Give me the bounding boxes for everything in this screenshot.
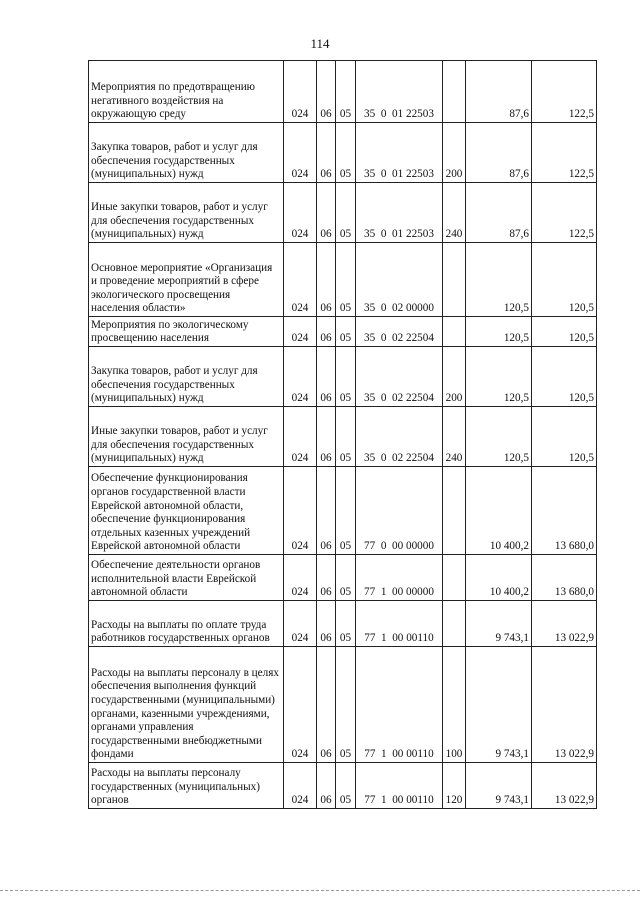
sum-year-2: 13 022,9 (532, 763, 597, 809)
page-number: 114 (310, 36, 330, 51)
sum-year-1: 120,5 (466, 407, 532, 467)
row-name: Закупка товаров, работ и услуг для обеспечения государственных (муниципальных) нужд (89, 347, 284, 407)
subprogram-code: 0 (380, 228, 387, 241)
section-code: 06 (317, 555, 336, 601)
subprogram-code: 0 (380, 452, 387, 465)
sum-year-2: 120,5 (532, 407, 597, 467)
expense-type-code (443, 317, 466, 347)
table-row (89, 123, 597, 183)
target-article-code (356, 123, 443, 183)
sum-year-1: 9 743,1 (466, 763, 532, 809)
section-code: 06 (317, 467, 336, 555)
program-code: 77 (364, 794, 376, 807)
section-code: 06 (317, 243, 336, 317)
subsection-code: 05 (336, 243, 356, 317)
sum-year-2: 13 680,0 (532, 467, 597, 555)
row-name: Иные закупки товаров, работ и услуг для обеспечения государственных (муниципальных) нужд (89, 407, 284, 467)
event-code: 00 (392, 632, 404, 645)
row-name: Расходы на выплаты персоналу в целях обеспечения выполнения функций государственными (муниципальными) органами, казенными учреждениями, органами управления государственными внебюджетными фондами (89, 647, 284, 763)
row-name: Мероприятия по экологическому просвещению населения (89, 317, 284, 347)
table-row (89, 763, 597, 809)
sum-year-2: 120,5 (532, 347, 597, 407)
row-name: Расходы на выплаты персоналу государственных (муниципальных) органов (89, 763, 284, 809)
table-row (89, 407, 597, 467)
ministry-code: 024 (284, 243, 317, 317)
subsection-code: 05 (336, 647, 356, 763)
event-code: 00 (392, 794, 404, 807)
ministry-code: 024 (284, 647, 317, 763)
expense-type-code: 120 (443, 763, 466, 809)
sum-year-1: 10 400,2 (466, 555, 532, 601)
sum-year-2: 13 022,9 (532, 647, 597, 763)
direction-code: 22503 (405, 168, 434, 181)
sum-year-2: 122,5 (532, 183, 597, 243)
program-code: 35 (364, 392, 376, 405)
program-code: 35 (364, 302, 376, 315)
table-row (89, 317, 597, 347)
ministry-code: 024 (284, 317, 317, 347)
event-code: 00 (392, 586, 404, 599)
expense-type-code: 200 (443, 123, 466, 183)
ministry-code: 024 (284, 183, 317, 243)
sum-year-2: 13 680,0 (532, 555, 597, 601)
direction-code: 00110 (406, 632, 434, 645)
row-name: Мероприятия по предотвращению негативного воздействия на окружающую среду (89, 61, 284, 123)
ministry-code: 024 (284, 407, 317, 467)
table-row (89, 601, 597, 647)
event-code: 01 (392, 228, 404, 241)
program-code: 35 (364, 332, 376, 345)
row-name: Закупка товаров, работ и услуг для обеспечения государственных (муниципальных) нужд (89, 123, 284, 183)
section-code: 06 (317, 347, 336, 407)
program-code: 77 (364, 586, 376, 599)
subsection-code: 05 (336, 61, 356, 123)
expense-type-code: 100 (443, 647, 466, 763)
direction-code: 22503 (405, 228, 434, 241)
ministry-code: 024 (284, 123, 317, 183)
direction-code: 00110 (406, 748, 434, 761)
subsection-code: 05 (336, 317, 356, 347)
expense-type-code: 240 (443, 183, 466, 243)
expense-type-code (443, 61, 466, 123)
subprogram-code: 1 (381, 632, 387, 645)
subsection-code: 05 (336, 601, 356, 647)
ministry-code: 024 (284, 601, 317, 647)
sum-year-2: 13 022,9 (532, 601, 597, 647)
sum-year-2: 122,5 (532, 61, 597, 123)
ministry-code: 024 (284, 347, 317, 407)
table-row (89, 347, 597, 407)
expense-type-code: 200 (443, 347, 466, 407)
direction-code: 00110 (406, 794, 434, 807)
row-name: Основное мероприятие «Организация и проведение мероприятий в сфере экологического просвещения населения области» (89, 243, 284, 317)
event-code: 00 (392, 748, 404, 761)
expense-type-code (443, 601, 466, 647)
program-code: 77 (364, 748, 376, 761)
program-code: 35 (364, 228, 376, 241)
event-code: 01 (392, 168, 404, 181)
target-article-code (356, 61, 443, 123)
row-name: Обеспечение функционирования органов государственной власти Еврейской автономной области, обеспечение функционирования отдельных казенных учреждений Еврейской автономной области (89, 467, 284, 555)
target-article-code (356, 763, 443, 809)
subsection-code: 05 (336, 123, 356, 183)
program-code: 35 (364, 168, 376, 181)
direction-code: 00000 (405, 586, 434, 599)
ministry-code: 024 (284, 555, 317, 601)
target-article-code (356, 317, 443, 347)
event-code: 02 (392, 332, 404, 345)
sum-year-1: 87,6 (466, 123, 532, 183)
section-code: 06 (317, 123, 336, 183)
section-code: 06 (317, 763, 336, 809)
table-row (89, 647, 597, 763)
direction-code: 22504 (405, 452, 434, 465)
direction-code: 22504 (405, 332, 434, 345)
program-code: 35 (364, 108, 376, 121)
subprogram-code: 1 (381, 748, 387, 761)
bottom-rule (0, 890, 640, 891)
ministry-code: 024 (284, 61, 317, 123)
subsection-code: 05 (336, 183, 356, 243)
row-name: Обеспечение деятельности органов исполнительной власти Еврейской автономной области (89, 555, 284, 601)
expense-type-code (443, 555, 466, 601)
row-name: Расходы на выплаты по оплате труда работников государственных органов (89, 601, 284, 647)
program-code: 77 (364, 540, 376, 553)
direction-code: 00000 (405, 540, 434, 553)
section-code: 06 (317, 183, 336, 243)
sum-year-1: 120,5 (466, 347, 532, 407)
sum-year-1: 87,6 (466, 183, 532, 243)
subprogram-code: 0 (380, 302, 387, 315)
sum-year-2: 122,5 (532, 123, 597, 183)
subprogram-code: 1 (381, 794, 387, 807)
section-code: 06 (317, 407, 336, 467)
subsection-code: 05 (336, 347, 356, 407)
sum-year-1: 120,5 (466, 317, 532, 347)
sum-year-1: 9 743,1 (466, 647, 532, 763)
sum-year-1: 10 400,2 (466, 467, 532, 555)
direction-code: 00000 (405, 302, 434, 315)
table-row (89, 555, 597, 601)
event-code: 02 (392, 392, 404, 405)
subprogram-code: 1 (380, 586, 387, 599)
section-code: 06 (317, 61, 336, 123)
subprogram-code: 0 (380, 332, 387, 345)
table-row (89, 243, 597, 317)
sum-year-2: 120,5 (532, 317, 597, 347)
subsection-code: 05 (336, 407, 356, 467)
subsection-code: 05 (336, 763, 356, 809)
section-code: 06 (317, 601, 336, 647)
sum-year-1: 9 743,1 (466, 601, 532, 647)
table-row (89, 467, 597, 555)
row-name: Иные закупки товаров, работ и услуг для обеспечения государственных (муниципальных) нужд (89, 183, 284, 243)
expense-type-code (443, 243, 466, 317)
direction-code: 22504 (405, 392, 434, 405)
event-code: 01 (392, 108, 404, 121)
ministry-code: 024 (284, 763, 317, 809)
subprogram-code: 0 (380, 392, 387, 405)
section-code: 06 (317, 647, 336, 763)
subsection-code: 05 (336, 467, 356, 555)
ministry-code: 024 (284, 467, 317, 555)
target-article-code (356, 601, 443, 647)
target-article-code (356, 347, 443, 407)
budget-table (88, 60, 597, 809)
table-row (89, 61, 597, 123)
subprogram-code: 0 (380, 540, 387, 553)
table-row (89, 183, 597, 243)
sum-year-1: 120,5 (466, 243, 532, 317)
subprogram-code: 0 (380, 168, 387, 181)
target-article-code (356, 647, 443, 763)
expense-type-code: 240 (443, 407, 466, 467)
direction-code: 22503 (405, 108, 434, 121)
target-article-code (356, 243, 443, 317)
program-code: 35 (364, 452, 376, 465)
event-code: 00 (392, 540, 404, 553)
expense-type-code (443, 467, 466, 555)
target-article-code (356, 555, 443, 601)
target-article-code (356, 183, 443, 243)
event-code: 02 (392, 452, 404, 465)
subprogram-code: 0 (380, 108, 387, 121)
target-article-code (356, 407, 443, 467)
sum-year-2: 120,5 (532, 243, 597, 317)
program-code: 77 (364, 632, 376, 645)
sum-year-1: 87,6 (466, 61, 532, 123)
target-article-code (356, 467, 443, 555)
subsection-code: 05 (336, 555, 356, 601)
event-code: 02 (392, 302, 404, 315)
section-code: 06 (317, 317, 336, 347)
